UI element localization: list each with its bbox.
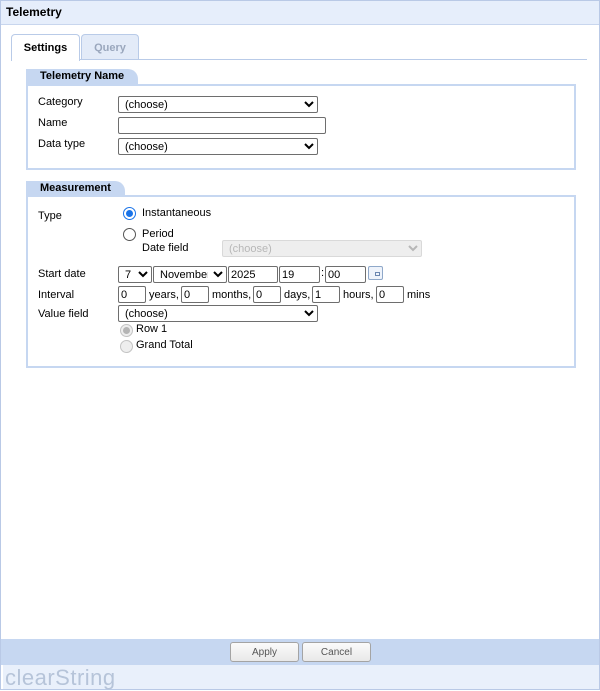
start-month-select[interactable] [153, 266, 227, 283]
brand-logo: clearString [3, 665, 599, 689]
start-day-select[interactable] [118, 266, 152, 283]
name-label: Name [38, 117, 68, 129]
date-field-select[interactable] [222, 240, 422, 257]
date-field-label: Date field [142, 242, 189, 254]
tab-query[interactable]: Query [81, 34, 139, 60]
measurement-heading: Measurement [26, 181, 125, 196]
category-select[interactable] [118, 96, 318, 113]
interval-days-input[interactable] [253, 286, 281, 303]
grand-total-label: Grand Total [136, 339, 193, 351]
interval-years-input[interactable] [118, 286, 146, 303]
name-input[interactable] [118, 117, 326, 134]
hours-unit-label: hours, [343, 289, 374, 301]
period-radio[interactable] [123, 228, 136, 241]
start-date-label: Start date [38, 268, 86, 280]
value-field-label: Value field [38, 308, 89, 320]
instantaneous-radio[interactable] [123, 207, 136, 220]
start-year-input[interactable] [228, 266, 278, 283]
category-label: Category [38, 96, 83, 108]
tab-settings[interactable]: Settings [11, 34, 80, 61]
grand-total-radio[interactable] [120, 340, 133, 353]
time-separator: : [321, 267, 325, 279]
interval-hours-input[interactable] [312, 286, 340, 303]
start-hour-input[interactable] [279, 266, 320, 283]
instantaneous-label: Instantaneous [142, 207, 212, 219]
calendar-icon[interactable] [368, 266, 383, 280]
cancel-button[interactable]: Cancel [302, 642, 371, 662]
start-minute-input[interactable] [325, 266, 366, 283]
data-type-select[interactable] [118, 138, 318, 155]
interval-months-input[interactable] [181, 286, 209, 303]
row1-radio[interactable] [120, 324, 133, 337]
interval-label: Interval [38, 289, 75, 301]
days-unit-label: days, [284, 289, 311, 301]
interval-mins-input[interactable] [376, 286, 404, 303]
period-label: Period [142, 228, 174, 240]
footer-bar [1, 639, 599, 665]
apply-button[interactable]: Apply [230, 642, 299, 662]
months-unit-label: months, [212, 289, 252, 301]
mins-unit-label: mins [407, 289, 431, 301]
window-title: Telemetry [1, 1, 599, 25]
row1-label: Row 1 [136, 323, 168, 335]
years-unit-label: years, [149, 289, 179, 301]
telemetry-name-heading: Telemetry Name [26, 69, 138, 84]
tab-underline [11, 59, 587, 60]
value-field-select[interactable] [118, 305, 318, 322]
data-type-label: Data type [38, 138, 86, 150]
type-label: Type [38, 210, 62, 222]
